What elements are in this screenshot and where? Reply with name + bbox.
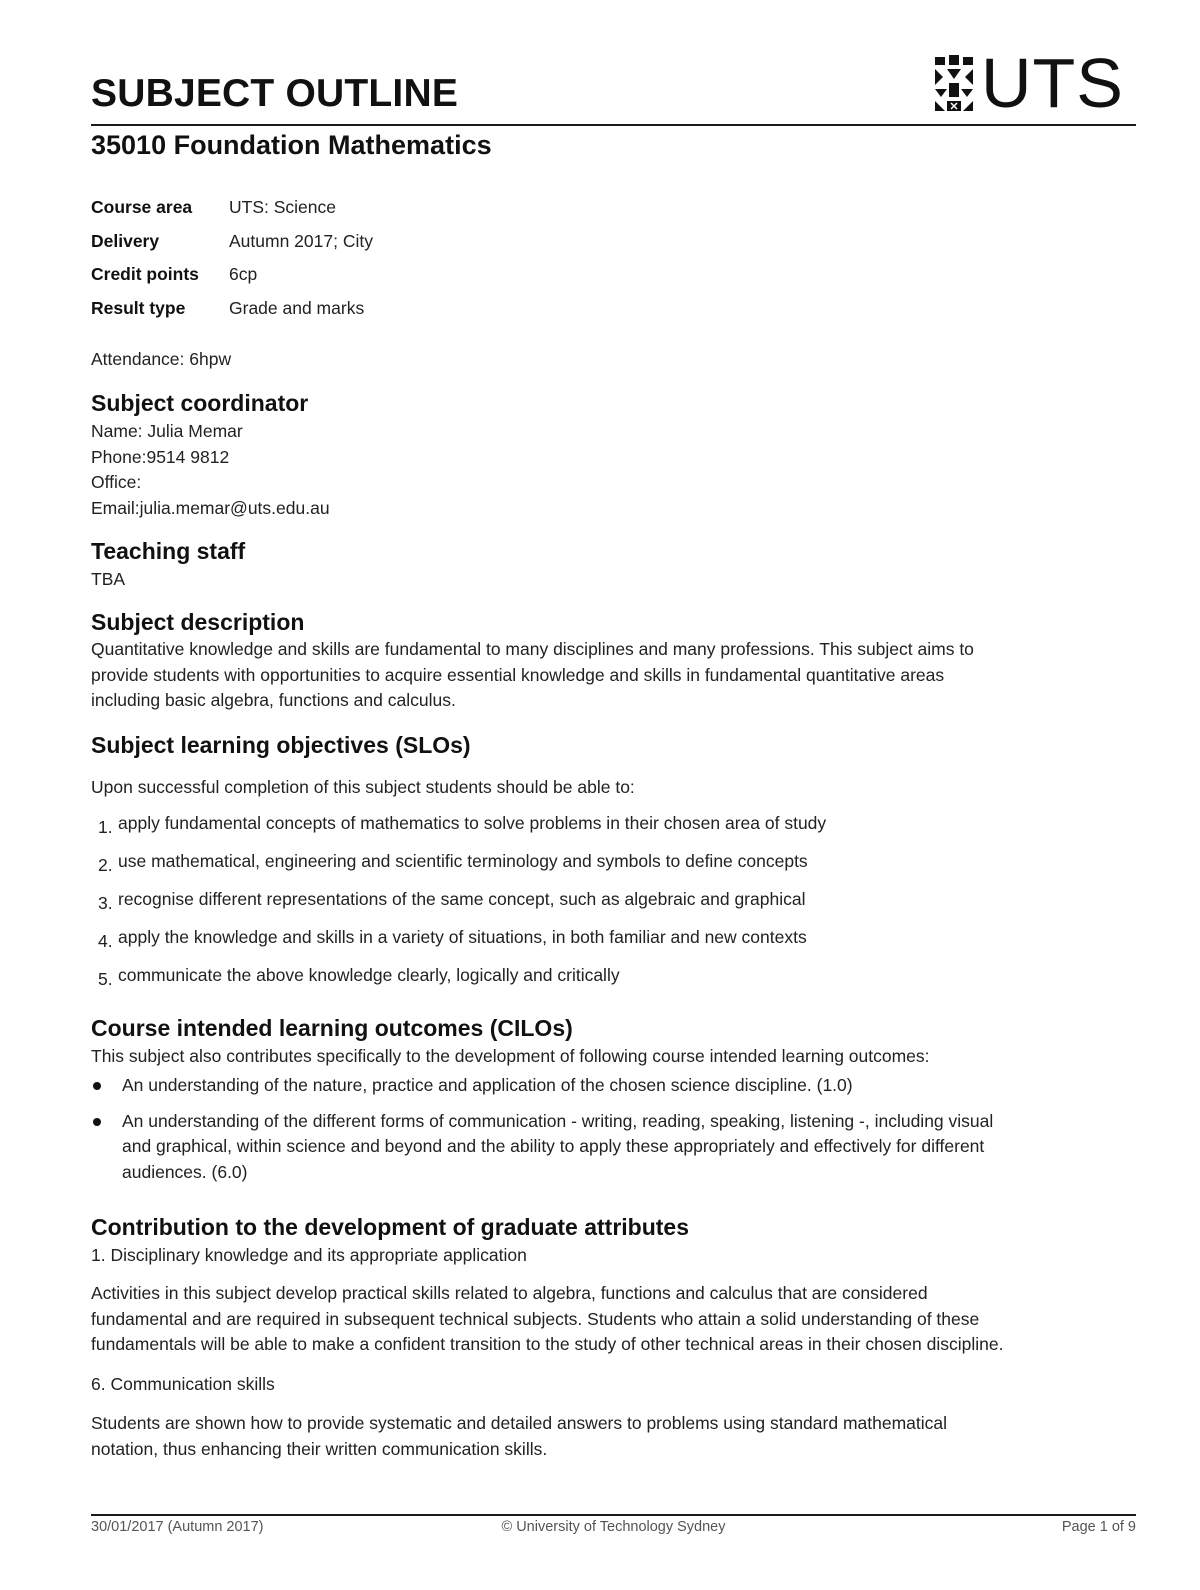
attendance: Attendance: 6hpw [91,349,232,369]
cilos-list [91,1073,1136,1185]
list-number: 1. [98,817,113,837]
cilos-heading: Course intended learning outcomes (CILOs) [91,1015,573,1041]
graduate-attr6-text [91,1411,1136,1462]
text-line: audiences. (6.0) [122,1161,248,1182]
text-line: fundamentals will be able to make a confident transition to the study of other technical areas in their chosen discipline. [91,1334,1004,1354]
meta-value: UTS: Science [229,197,336,217]
meta-value: 6cp [229,264,258,284]
slos-heading: Subject learning objectives (SLOs) [91,732,471,758]
coordinator-heading: Subject coordinator [91,390,309,416]
list-text: apply the knowledge and skills in a variety of situations, in both familiar and new contexts [118,927,807,947]
meta-key: Result type [91,297,186,318]
list-text: communicate the above knowledge clearly, logically and critically [118,965,620,985]
meta-row-result-type [91,296,373,330]
text-line: An understanding of the different forms of communication - writing, reading, speaking, listening -, including visual [122,1110,994,1131]
uts-emblem-icon [933,53,975,113]
coordinator-phone: Phone:9514 9812 [91,447,230,467]
meta-value: Autumn 2017; City [229,230,373,251]
slos-list [91,810,1136,1000]
meta-key: Course area [91,197,193,217]
footer-page-number: Page 1 of 9 [1061,1519,1136,1535]
list-item [91,1073,1136,1099]
coordinator-office: Office: [91,472,142,492]
graduate-attributes-heading: Contribution to the development of graduate attributes [91,1214,689,1240]
graduate-attr6-title: 6. Communication skills [91,1374,275,1394]
slos-intro: Upon successful completion of this subject students should be able to: [91,777,635,797]
header-rule [91,124,1136,126]
subject-meta [91,195,373,329]
list-text: apply fundamental concepts of mathematics to solve problems in their chosen area of study [118,813,827,833]
footer-copyright: © University of Technology Sydney [501,1519,726,1535]
graduate-attr1-title: 1. Disciplinary knowledge and its appropriate application [91,1245,527,1265]
description-heading: Subject description [91,609,305,635]
meta-row-course-area [91,195,373,229]
text-line: including basic algebra, functions and calculus. [91,690,456,710]
graduate-attr1-text [91,1281,1136,1358]
list-item [91,810,1136,848]
meta-key: Credit points [91,264,199,284]
meta-row-delivery [91,229,373,263]
list-item [91,886,1136,924]
list-item [91,1109,1136,1186]
text-line: provide students with opportunities to acquire essential knowledge and skills in fundamental quantitative areas [91,664,945,685]
text-line: Students are shown how to provide systematic and detailed answers to problems using standard mathematical [91,1413,948,1433]
text-line: Quantitative knowledge and skills are fundamental to many disciplines and many professions. This subject aims to [91,639,974,659]
page-header [91,44,1136,127]
list-item [91,962,1136,1000]
document-title: SUBJECT OUTLINE [91,72,459,115]
footer-rule [91,1514,1136,1516]
description-text [91,637,1136,714]
meta-value: Grade and marks [229,297,365,318]
footer-date: 30/01/2017 (Autumn 2017) [91,1519,264,1535]
subject-title: 35010 Foundation Mathematics [91,130,492,160]
list-text: use mathematical, engineering and scientific terminology and symbols to define concepts [118,851,808,871]
list-number: 3. [98,893,113,913]
text-line: An understanding of the nature, practice and application of the chosen science discipline. (1.0) [122,1075,853,1095]
list-number: 2. [98,855,113,875]
meta-row-credit-points [91,262,373,296]
coordinator-email: Email:julia.memar@uts.edu.au [91,498,330,518]
coordinator-name: Name: Julia Memar [91,421,243,441]
meta-key: Delivery [91,230,160,251]
text-line: fundamental and are required in subsequent technical subjects. Students who attain a solid understanding of these [91,1308,980,1329]
text-line: and graphical, within science and beyond and the ability to apply these appropriately and effectively for different [122,1136,985,1156]
teaching-staff-value: TBA [91,569,126,589]
list-number: 5. [98,969,113,989]
list-item [91,848,1136,886]
uts-logo [933,44,1124,122]
bullet-icon [93,1082,101,1090]
list-text: recognise different representations of the same concept, such as algebraic and graphical [118,889,806,909]
list-number: 4. [98,931,113,951]
text-line: notation, thus enhancing their written communication skills. [91,1438,548,1459]
uts-logo-text: UTS [981,44,1124,122]
text-line: Activities in this subject develop practical skills related to algebra, functions and calculus that are considered [91,1283,928,1303]
document-page [91,0,1136,1590]
cilos-intro: This subject also contributes specifically to the development of following course intended learning outcomes: [91,1046,930,1066]
page-footer [91,1519,1136,1539]
list-item [91,924,1136,962]
bullet-icon [93,1118,101,1126]
teaching-staff-heading: Teaching staff [91,538,246,564]
